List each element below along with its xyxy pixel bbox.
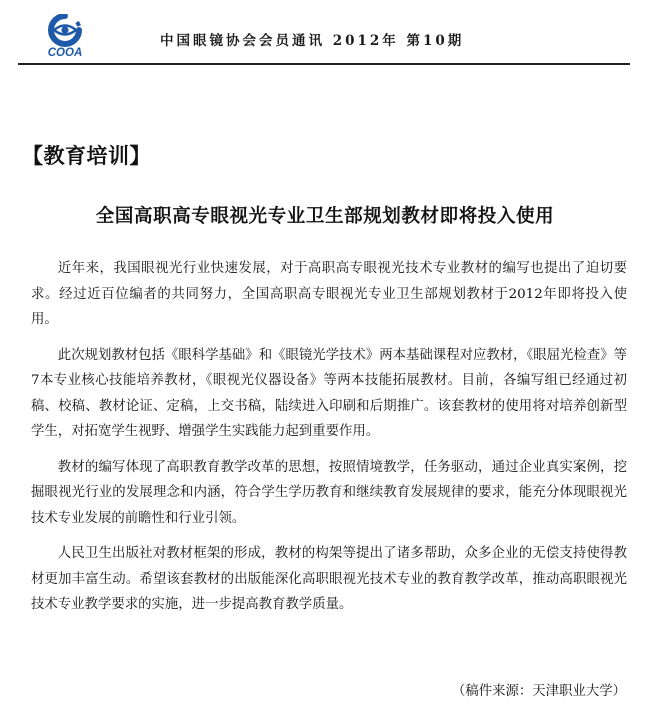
newsletter-title: 中国眼镜协会会员通讯 2012年 第10期 xyxy=(160,33,465,49)
logo-text: COOA xyxy=(47,47,83,58)
article-paragraph: 教材的编写体现了高职教育教学改革的思想，按照情境教学，任务驱动，通过企业真实案例，挖掘眼视光行业的发展理念和内涵，符合学生学历教育和继续教育发展规律的要求，能充分体现眼视光技术专业发展的前瞻性和行业引领。 xyxy=(31,459,627,526)
article-body xyxy=(31,256,627,628)
cooa-logo xyxy=(41,14,89,58)
header-divider xyxy=(18,63,630,65)
article-paragraph: 此次规划教材包括《眼科学基础》和《眼镜光学技术》两本基础课程对应教材，《眼屈光检查》等7本专业核心技能培养教材，《眼视光仪器设备》等两本技能拓展教材。目前，各编写组已经通过初稿、校稿、教材论证、定稿，上交书稿，陆续进入印刷和后期推广。该套教材的使用将对培养创新型学生，对拓宽学生视野、增强学生实践能力起到重要作用。 xyxy=(31,347,627,439)
section-tag: 【教育培训】 xyxy=(22,144,151,168)
article-source: （稿件来源：天津职业大学） xyxy=(451,684,626,699)
page-header xyxy=(0,0,650,66)
article-paragraph: 人民卫生出版社对教材框架的形成，教材的构架等提出了诸多帮助，众多企业的无偿支持使得教材更加丰富生动。希望该套教材的出版能深化高职眼视光技术专业的教育教学改革，推动高职眼视光技术专业教学要求的实施，进一步提高教育教学质量。 xyxy=(31,546,627,612)
article-paragraph: 近年来，我国眼视光行业快速发展，对于高职高专眼视光技术专业教材的编写也提出了迫切要求。经过近百位编者的共同努力，全国高职高专眼视光专业卫生部规划教材于2012年即将投入使用。 xyxy=(31,261,627,327)
article-title: 全国高职高专眼视光专业卫生部规划教材即将投入使用 xyxy=(95,206,555,227)
